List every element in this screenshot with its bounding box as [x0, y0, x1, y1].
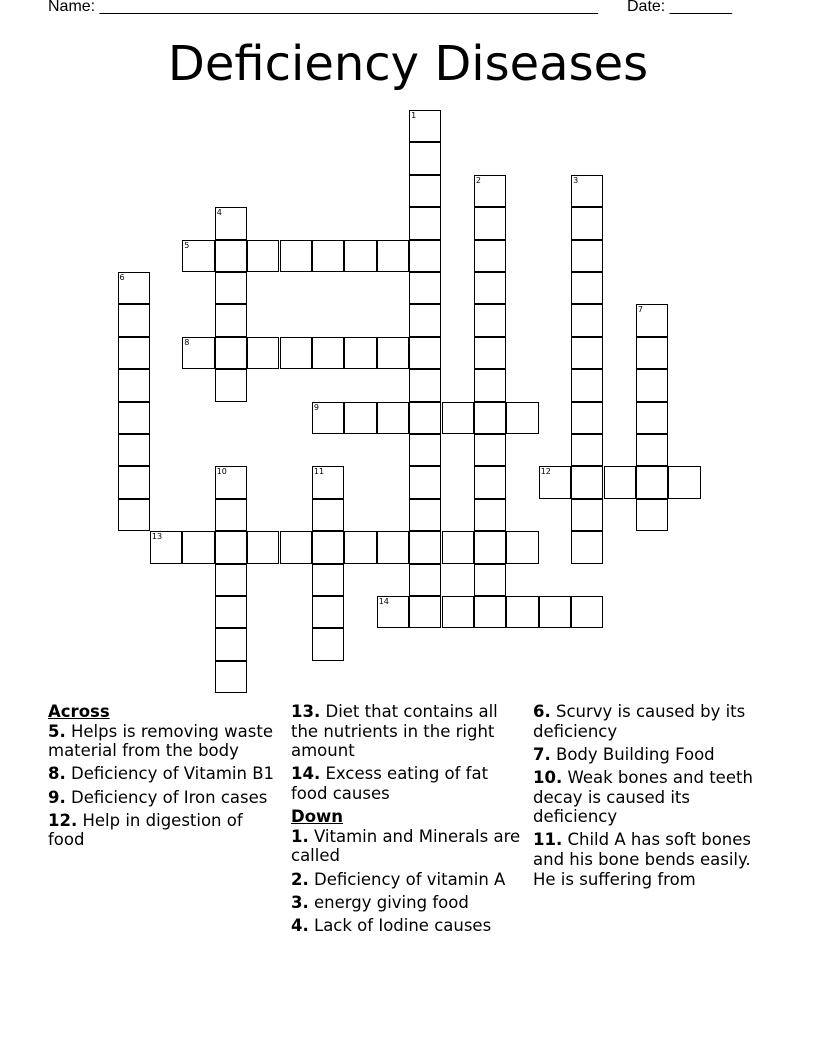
grid-cell[interactable] [506, 402, 538, 434]
clue-number: 14 [378, 597, 389, 606]
grid-cell[interactable] [247, 240, 279, 272]
across-heading: Across [48, 702, 110, 721]
grid-cell[interactable] [280, 240, 312, 272]
grid-cell[interactable] [280, 337, 312, 369]
grid-cell[interactable] [571, 499, 603, 531]
grid-cell[interactable] [409, 304, 441, 336]
grid-cell[interactable] [474, 564, 506, 596]
grid-cell[interactable] [312, 564, 344, 596]
clue-down-10: 10. Weak bones and teeth decay is caused its deficiency [533, 767, 753, 827]
grid-cell[interactable] [409, 337, 441, 369]
grid-cell[interactable] [247, 337, 279, 369]
grid-cell[interactable] [442, 402, 474, 434]
grid-cell[interactable] [312, 240, 344, 272]
grid-cell[interactable] [377, 240, 409, 272]
grid-cell[interactable] [215, 661, 247, 693]
clue-across-13: 13. Diet that contains all the nutrients in the right amount [291, 702, 498, 761]
grid-cell[interactable] [377, 402, 409, 434]
grid-cell[interactable] [118, 402, 150, 434]
grid-cell[interactable] [571, 531, 603, 563]
grid-cell[interactable] [409, 207, 441, 239]
grid-cell[interactable] [409, 434, 441, 466]
grid-cell[interactable] [571, 402, 603, 434]
page-title: Deficiency Diseases [167, 36, 649, 92]
grid-cell[interactable] [474, 207, 506, 239]
clue-number: 2 [475, 175, 481, 185]
date-label: Date: [627, 0, 666, 15]
grid-cell[interactable] [409, 402, 441, 434]
clue-number: 11 [313, 467, 325, 477]
grid-cell[interactable] [215, 337, 247, 369]
grid-cell[interactable] [377, 531, 409, 563]
clue-number: 8 [184, 337, 190, 347]
grid-cell[interactable] [636, 466, 668, 498]
grid-cell[interactable] [409, 466, 441, 498]
grid-cell[interactable] [409, 142, 441, 174]
grid-cell[interactable] [474, 304, 506, 336]
grid-cell[interactable] [118, 499, 150, 531]
clues-column-2 [291, 702, 523, 939]
grid-cell[interactable] [474, 434, 506, 466]
grid-cell[interactable] [604, 466, 636, 498]
grid-cell[interactable] [474, 499, 506, 531]
grid-cell[interactable] [571, 304, 603, 336]
name-label: Name: [48, 0, 96, 15]
clue-down-7: 7. Body Building Food [533, 744, 715, 764]
clues-column-3 [533, 702, 769, 893]
grid-cell[interactable] [409, 564, 441, 596]
clue-number: 9 [313, 402, 319, 412]
grid-cell[interactable] [409, 369, 441, 401]
grid-cell[interactable] [118, 369, 150, 401]
date-line[interactable]: _______ [669, 0, 732, 15]
clue-number: 7 [637, 305, 643, 315]
grid-cell[interactable] [636, 434, 668, 466]
grid-cell[interactable] [409, 272, 441, 304]
grid-cell[interactable] [506, 596, 538, 628]
clue-number: 1 [411, 111, 417, 120]
grid-cell[interactable] [377, 337, 409, 369]
grid-cell[interactable] [215, 369, 247, 401]
grid-cell[interactable] [409, 596, 441, 628]
grid-cell[interactable] [474, 596, 506, 628]
grid-cell[interactable] [571, 207, 603, 239]
clue-number: 5 [184, 240, 190, 250]
grid-cell[interactable] [474, 466, 506, 498]
grid-cell[interactable] [215, 564, 247, 596]
grid-cell[interactable] [571, 466, 603, 498]
clue-down-3: 3. energy giving food [291, 892, 469, 912]
grid-cell[interactable] [636, 369, 668, 401]
grid-cell[interactable] [182, 531, 214, 563]
grid-cell[interactable] [215, 596, 247, 628]
clue-down-2: 2. Deficiency of vitamin A [291, 869, 506, 889]
grid-cell[interactable] [571, 240, 603, 272]
grid-cell[interactable] [442, 531, 474, 563]
grid-cell[interactable] [215, 304, 247, 336]
grid-cell[interactable] [506, 531, 538, 563]
clue-number: 4 [216, 208, 222, 218]
down-heading: Down [291, 807, 344, 827]
clue-across-14: 14. Excess eating of fat food causes [291, 764, 489, 803]
grid-cell[interactable] [474, 531, 506, 563]
grid-cell[interactable] [474, 369, 506, 401]
grid-cell[interactable] [474, 337, 506, 369]
clue-number: 12 [540, 467, 551, 477]
grid-cell[interactable] [636, 499, 668, 531]
grid-cell[interactable] [118, 304, 150, 336]
clue-number: 3 [573, 175, 579, 185]
grid-cell[interactable] [215, 240, 247, 272]
clue-down-4: 4. Lack of Iodine causes [291, 915, 492, 935]
clue-number: 10 [216, 467, 227, 477]
clue-down-6: 6. Scurvy is caused by its deficiency [533, 702, 746, 741]
grid-cell[interactable] [409, 531, 441, 563]
grid-cell[interactable] [409, 499, 441, 531]
grid-cell[interactable] [247, 531, 279, 563]
grid-cell[interactable] [312, 499, 344, 531]
grid-cell[interactable] [215, 531, 247, 563]
grid-cell[interactable] [636, 337, 668, 369]
clue-number: 6 [119, 273, 125, 282]
name-line[interactable]: ________________________________________________________ [99, 0, 598, 15]
clue-down-11: 11. Child A has soft bones and his bone bends easily. He is suffering from [533, 830, 751, 889]
grid-cell[interactable] [344, 531, 376, 563]
clue-number: 13 [151, 532, 163, 542]
grid-cell[interactable] [215, 272, 247, 304]
clue-down-1: 1. Vitamin and Minerals are called [291, 826, 521, 866]
grid-cell[interactable] [215, 628, 247, 660]
grid-cell[interactable] [215, 499, 247, 531]
grid-cell[interactable] [571, 272, 603, 304]
clue-across-5: 5. Helps is removing waste material from the body [48, 721, 273, 761]
grid-cell[interactable] [312, 337, 344, 369]
grid-cell[interactable] [442, 596, 474, 628]
grid-cell[interactable] [571, 434, 603, 466]
clues-column-1 [48, 702, 280, 854]
grid-cell[interactable] [571, 596, 603, 628]
grid-cell[interactable] [344, 240, 376, 272]
clue-across-12: 12. Help in digestion of food [48, 810, 243, 850]
clue-across-8: 8. Deficiency of Vitamin B1 [48, 764, 275, 784]
grid-cell[interactable] [636, 402, 668, 434]
grid-cell[interactable] [571, 369, 603, 401]
grid-cell[interactable] [312, 596, 344, 628]
clue-across-9: 9. Deficiency of Iron cases [48, 787, 268, 807]
grid-cell[interactable] [539, 596, 571, 628]
grid-cell[interactable] [280, 531, 312, 563]
grid-cell[interactable] [474, 402, 506, 434]
grid-cell[interactable] [344, 337, 376, 369]
grid-cell[interactable] [474, 240, 506, 272]
grid-cell[interactable] [474, 272, 506, 304]
grid-cell[interactable] [118, 337, 150, 369]
grid-cell[interactable] [312, 531, 344, 563]
grid-cell[interactable] [312, 628, 344, 660]
grid-cell[interactable] [409, 175, 441, 207]
grid-cell[interactable] [409, 240, 441, 272]
grid-cell[interactable] [118, 466, 150, 498]
grid-cell[interactable] [344, 402, 376, 434]
grid-cell[interactable] [668, 466, 700, 498]
grid-cell[interactable] [571, 337, 603, 369]
grid-cell[interactable] [118, 434, 150, 466]
